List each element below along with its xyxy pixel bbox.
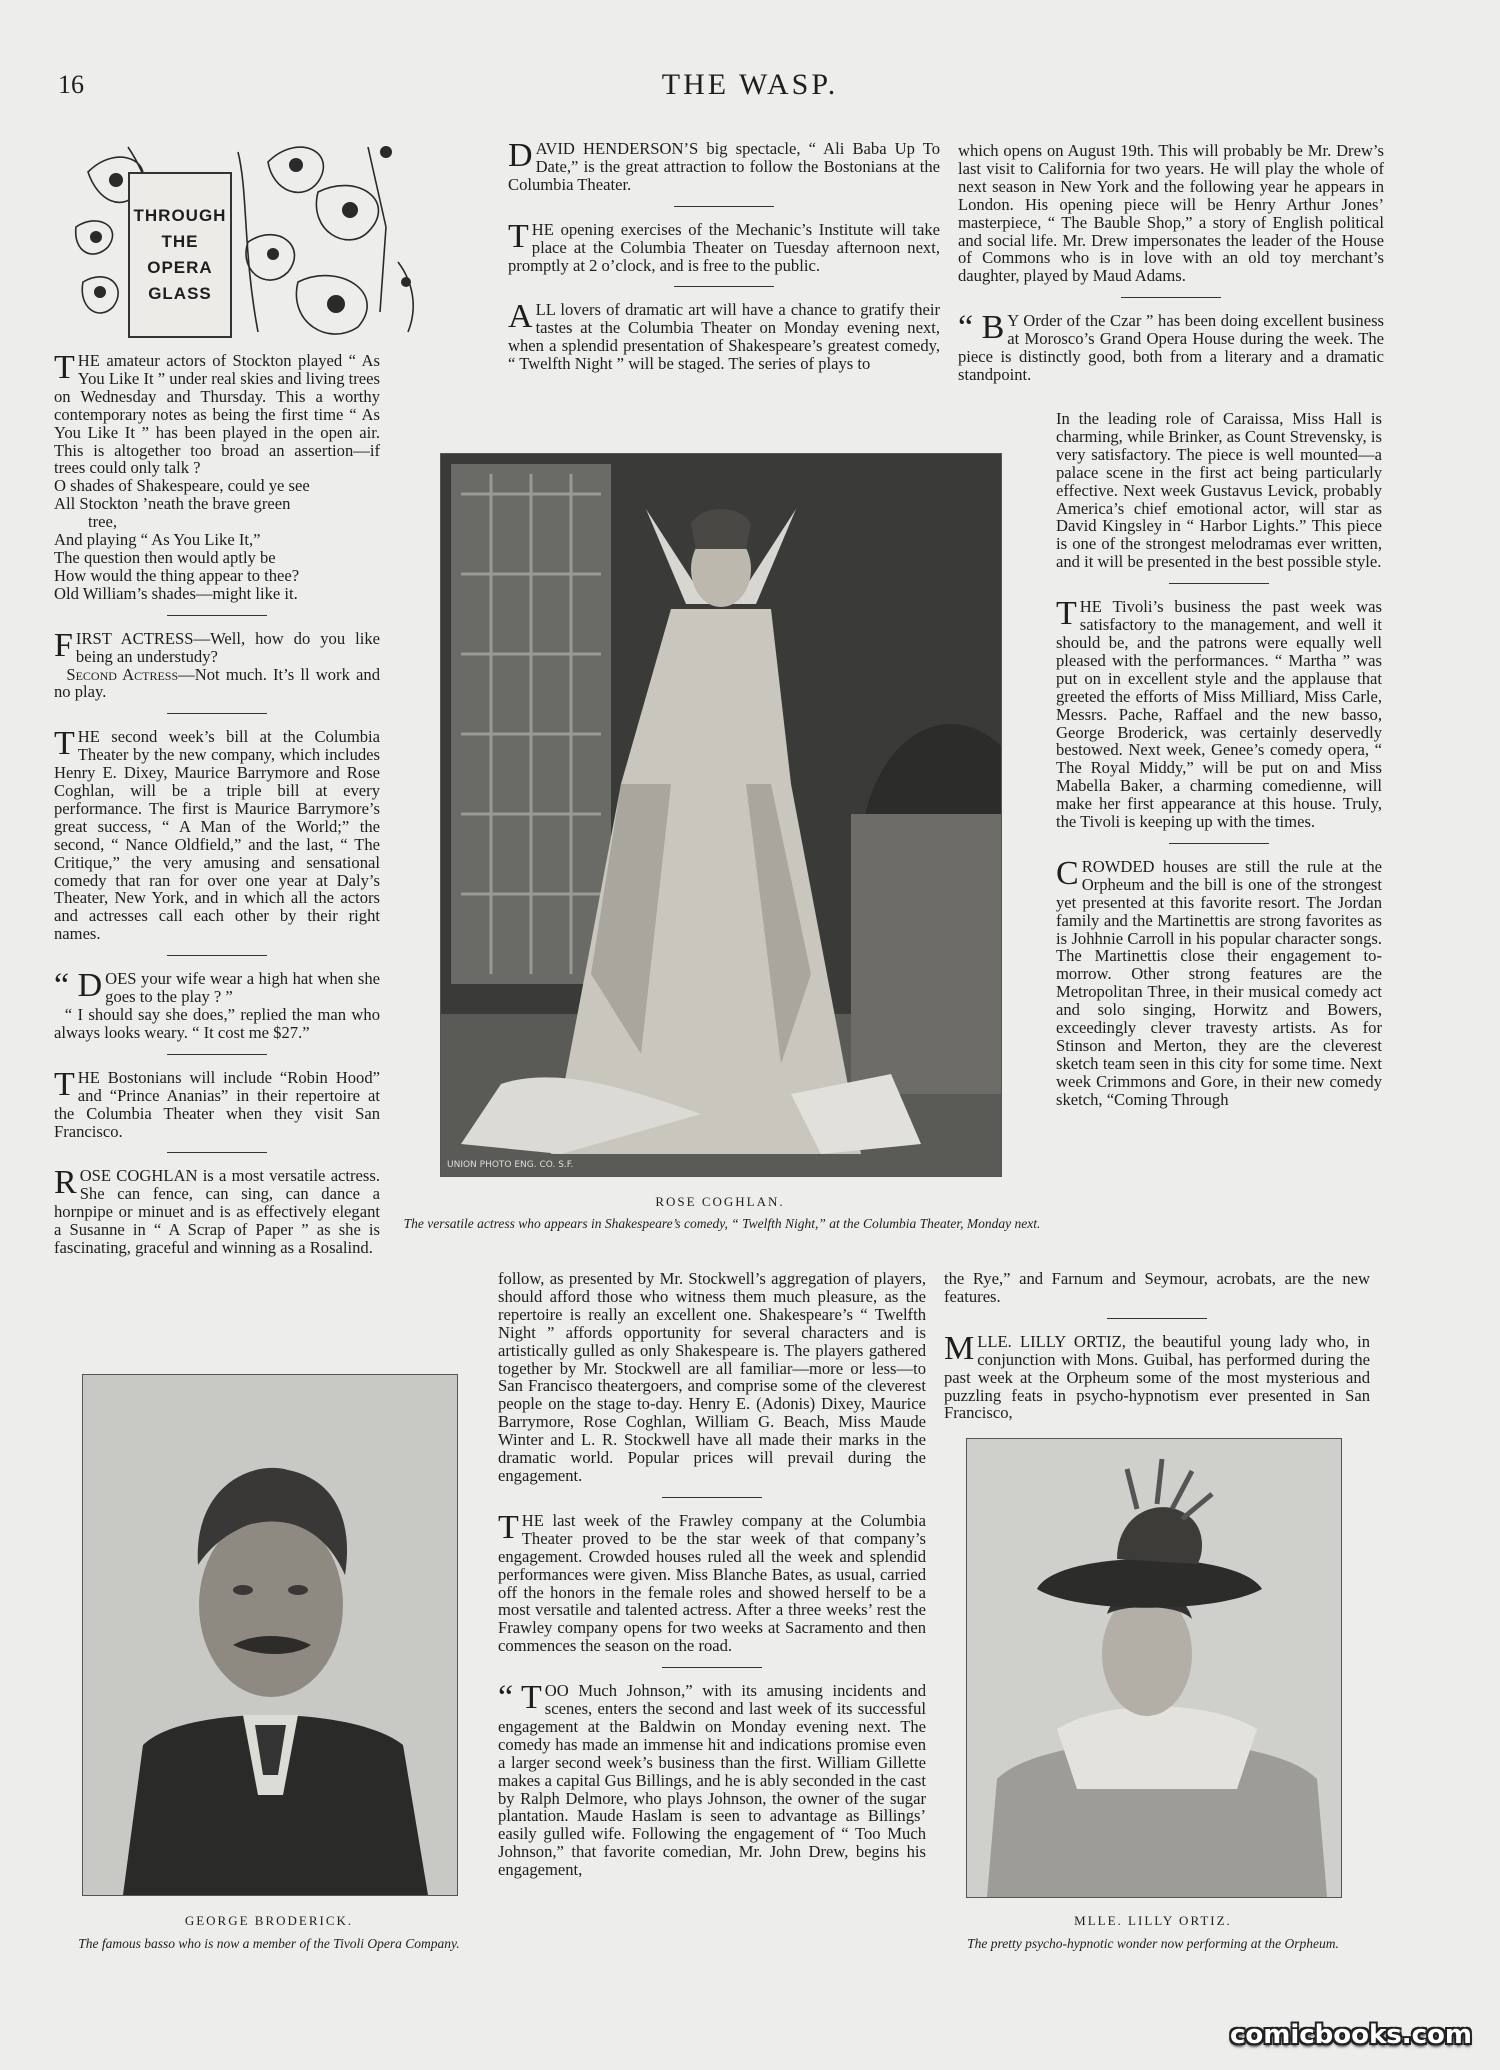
- caption-george-broderick-desc: The famous basso who is now a member of the Tivoli Opera Company.: [78, 1936, 460, 1951]
- photo-lilly-ortiz: [966, 1438, 1342, 1898]
- article-czar-cont: In the leading role of Caraissa, Miss Hall is charming, while Brinker, as Count Strevensky, is very satisfactory. The piece is well mounted—a palace scene in the first act being particularly effective. Next week Gustavus Levick, probably America’s chief emotional actor, will star as David Kingsley in “ Harbor Lights.” This piece is one of the strongest melodramas ever written, and it will be presented in the best possible style.: [1056, 409, 1382, 572]
- divider: [167, 1054, 267, 1055]
- divider: [1121, 297, 1221, 298]
- article-second-week: THE second week’s bill at the Columbia Theater by the new company, which includes Henry E. Dixey, Maurice Barrymore and Rose Coghlan, will be a triple bill at every performance. The first is Maurice Barrymore’s great success, “ A Man of the World;” the second, “ Nance Oldfield,” and the last, “ The Critique,” the very amusing and sensational comedy that ran for over one year at Daly’s Theater, New York, and in which all the actors and actresses call each other by their right names.: [54, 725, 380, 944]
- divider: [674, 286, 774, 287]
- article-too-much-johnson: “ T OO Much Johnson,” with its amusing incidents and scenes, enters the second and last week of its successful engagement at the Baldwin on Monday evening next. The comedy has made an immense hit and indications promise even a larger second week’s business than the first. William Gillette makes a capital Gus Billings, and he is ably seconded in the cast by Ralph Delmore, who plays Johnson, the owner of the sugar plantation. Maude Haslam is seen to advantage as Billings’ easily gulled wife. Following the engagement of “ Too Much Johnson,” that favorite comedian, Mr. John Drew, begins his engagement,: [498, 1679, 926, 1880]
- divider: [674, 206, 774, 207]
- article-tivoli: THE Tivoli’s business the past week was satisfactory to the management, and well it should be, and the patrons were equally well pleased with the performances. “ Martha ” was put on in excellent style and the applause that greeted the efforts of Miss Milliard, Miss Carle, Messrs. Pache, Raffael and the new basso, George Broderick, was certainly deservedly bestowed. Next week, Genee’s comedy opera, “ The Royal Middy,” will be put on and Miss Mabella Baker, a charming comedienne, will make her first appearance at this house. Truly, the Tivoli is keeping up with the times.: [1056, 595, 1382, 832]
- article-rose-coghlan: ROSE COGHLAN is a most versatile actress. She can fence, can sing, can dance a hornpipe or minuet and is as effectively elegant a Susanne in “ A Scrap of Paper ” as she is fascinating, graceful and winning as a Rosalind.: [54, 1164, 380, 1258]
- engraver-credit: UNION PHOTO ENG. CO. S.F.: [447, 1160, 574, 1170]
- page-number: 16: [58, 70, 84, 99]
- column-center-top: [508, 137, 940, 374]
- drop-cap: T: [54, 349, 75, 386]
- divider: [167, 955, 267, 956]
- photo-george-broderick: [82, 1374, 458, 1896]
- divider: [662, 1497, 762, 1498]
- masthead-title: THE WASP.: [661, 68, 839, 101]
- caption-rose-coghlan: ROSE COGHLAN.: [655, 1194, 785, 1209]
- divider: [1169, 843, 1269, 844]
- vignette-title-box: [128, 172, 232, 338]
- caption-lilly-ortiz-desc: The pretty psycho-hypnotic wonder now performing at the Orpheum.: [967, 1936, 1339, 1951]
- lilly-ortiz-portrait-icon: [967, 1439, 1341, 1897]
- rose-coghlan-portrait-icon: [441, 454, 1001, 1176]
- caption-rose-coghlan-desc: The versatile actress who appears in Shakespeare’s comedy, “ Twelfth Night,” at the Columbia Theater, Monday next.: [403, 1216, 1041, 1231]
- divider: [167, 713, 267, 714]
- article-drew: which opens on August 19th. This will probably be Mr. Drew’s last visit to California for two years. He will play the whole of next season in New York and the following year he appears in London. His opening piece will be Henry Arthur Jones’ masterpiece, “ The Bauble Shop,” a story of English political and social life. Mr. Drew impersonates the leader of the House of Commons who is in love with an old toy merchant’s daughter, played by Maud Adams.: [958, 141, 1384, 286]
- watermark: comicbooks.com: [1229, 2020, 1472, 2050]
- george-broderick-portrait-icon: [83, 1375, 457, 1895]
- divider: [662, 1667, 762, 1668]
- column-right-lower: [944, 1270, 1370, 1422]
- column-right-top: [958, 142, 1384, 384]
- article-twelfth-night-cont: follow, as presented by Mr. Stockwell’s aggregation of players, should afford those who witness them much pleasure, as the repertoire is really an excellent one. Shakespeare’s “ Twelfth Night ” affords opportunity for several characters and is artistically gulled as only Shakespeare is. The players gathered together by Mr. Stockwell are all familiar—more or less—to San Francisco theatergoers, and comprise some of the cleverest people on the stage to-day. Henry E. (Adonis) Dixey, Maurice Barrymore, Rose Coghlan, William G. Beach, Miss Maude Winter and L. R. Stockwell have all made their marks in the dramatic world. Popular prices will prevail during the engagement.: [498, 1269, 926, 1485]
- floral-vignette: [68, 132, 428, 352]
- divider: [1169, 583, 1269, 584]
- article-ali-baba: DAVID HENDERSON’S big spectacle, “ Ali Baba Up To Date,” is the great attraction to follow the Bostonians at the Columbia Theater.: [508, 137, 940, 194]
- article-frawley: THE last week of the Frawley company at the Columbia Theater proved to be the star week of that company’s engagement. Crowded houses ruled all the week and splendid performances were given. Miss Blanche Bates, as usual, carried off the honors in the female roles and showed herself to be a most versatile and talented actress. After a three weeks’ rest the Frawley company opens for two weeks at Sacramento and then commences the season on the road.: [498, 1508, 926, 1656]
- floral-ornament-icon: [68, 132, 428, 352]
- article-bostonians: THE Bostonians will include “Robin Hood” and “Prince Ananias” in their repertoire at the Columbia Theater when they visit San Francisco.: [54, 1065, 380, 1141]
- divider: [1107, 1318, 1207, 1319]
- article-understudy: FIRST ACTRESS—Well, how do you like being an understudy? Second Actress—Not much. It’s ll work and no play.: [54, 626, 381, 702]
- caption-george-broderick: GEORGE BRODERICK.: [184, 1913, 354, 1928]
- column-center-lower: [498, 1270, 926, 1879]
- caption-lilly-ortiz: MLLE. LILLY ORTIZ.: [1074, 1913, 1232, 1928]
- article-lilly-ortiz: MLLE. LILLY ORTIZ, the beautiful young lady who, in conjunction with Mons. Guibal, has performed during the past week at the Orpheum some of the most mysterious and puzzling feats in psycho-hypnotism ever presented in San Francisco,: [944, 1329, 1370, 1423]
- divider: [167, 1152, 267, 1153]
- column-right-middle: [1056, 410, 1382, 1109]
- article-high-hat: “ D OES your wife wear a high hat when she goes to the play ? ” “ I should say she does,” replied the man who always looks weary. “ It cost me $27.”: [54, 967, 381, 1042]
- article-orpheum: CROWDED houses are still the rule at the Orpheum and the bill is one of the strongest yet presented at this favorite resort. The Jordan family and the Martinettis are strong favorites as is Johhnie Carroll in his popular character songs. The Martinettis close their engagement to-morrow. Other strong features are the Metropolitan Three, in their musical comedy act and solo singing, Horwitz and Bowers, exceedingly clever travesty artists. As for Stinson and Merton, they are the cleverest sketch team seen in this city for some time. Next week Crimmons and Gore, in their new comedy sketch, “Coming Through: [1056, 854, 1382, 1109]
- article-twelfth-night: ALL lovers of dramatic art will have a chance to gratify their tastes at the Columbia Theater on Monday evening next, when a splendid presentation of Shakespeare’s greatest comedy, “ Twelfth Night ” will be staged. The series of plays to: [508, 298, 940, 374]
- poem: O shades of Shakespeare, could ye see All Stockton ’neath the brave green tree, And playing “ As You Like It,” The question then would aptly be How would the thing appear to thee? Old William’s shades—might like it.: [54, 476, 310, 603]
- article-czar: “ B Y Order of the Czar ” has been doing excellent business at Morosco’s Grand Opera House during the week. The piece is distinctly good, both from a literary and a dramatic standpoint.: [958, 309, 1384, 384]
- article-orpheum-end: the Rye,” and Farnum and Seymour, acrobats, are the new features.: [944, 1269, 1370, 1306]
- article-mechanics: THE opening exercises of the Mechanic’s Institute will take place at the Columbia Theater on Tuesday afternoon next, promptly at 2 o’clock, and is free to the public.: [508, 217, 940, 275]
- divider: [167, 615, 267, 616]
- photo-rose-coghlan: [440, 453, 1002, 1177]
- vignette-title: THROUGH THE OPERA GLASS: [133, 206, 227, 303]
- column-left: [54, 349, 381, 1258]
- article-stockton: THE amateur actors of Stockton played “ As You Like It ” under real skies and living trees on Wednesday and Thursday. This a worthy contemporary notes as being the first time “ As You Like It ” has been played in the open air. This is altogether too broad an assertion—if trees could only talk ?: [54, 349, 380, 478]
